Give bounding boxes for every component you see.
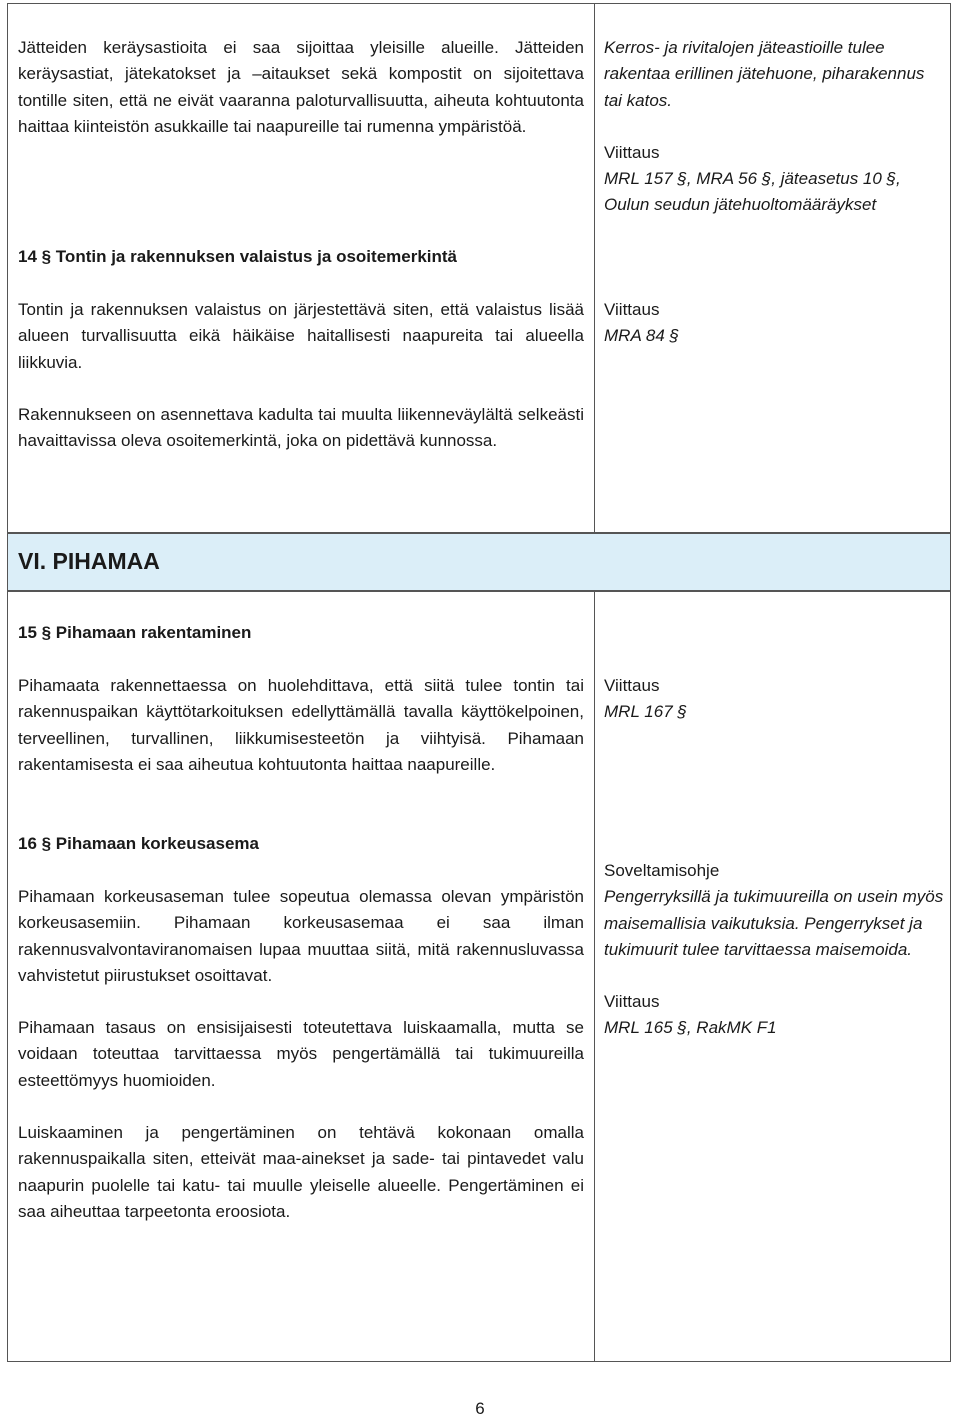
- column-divider: [594, 592, 595, 1361]
- section-15-reference: [604, 673, 944, 726]
- lighting-paragraph: Tontin ja rakennuksen valaistus on järjestettävä siten, että valaistus lisää alueen turvallisuutta eikä häikäise haitallisesti naapureita tai alueella liikkuvia.: [18, 300, 584, 372]
- section-14-heading: 14 § Tontin ja rakennuksen valaistus ja osoitemerkintä: [18, 247, 458, 266]
- reference-text: MRL 157 §, MRA 56 §, jäteasetus 10 §, Oulun seudun jätehuoltomääräykset: [604, 169, 901, 215]
- reference-label: Viittaus: [604, 676, 660, 695]
- reference-text: MRL 167 §: [604, 702, 687, 722]
- section-16-guidance: [604, 858, 944, 1042]
- section-14: [18, 244, 584, 454]
- table-row-yard: [7, 591, 951, 1362]
- section-16: [18, 831, 584, 1225]
- waste-containers-paragraph: Jätteiden keräysastioita ei saa sijoittaa yleisille alueille. Jätteiden keräysastiat, jätekatokset ja –aitaukset sekä kompostit on sijoitettava tontille siten, että ne eivät vaaranna paloturvallisuutta, aiheuta kohtuutonta haittaa kiinteistön asukkaille tai naapureille tai rumenna ympäristöä.: [18, 38, 584, 136]
- page-number: 6: [475, 1399, 485, 1418]
- reference-label: Viittaus: [604, 992, 660, 1012]
- reference-label: Viittaus: [604, 300, 660, 319]
- reference-label: Viittaus: [604, 142, 660, 162]
- waste-room-note: Kerros- ja rivitalojen jäteastioille tulee rakentaa erillinen jätehuone, piharakennus tai katos.: [604, 38, 925, 110]
- address-marking-paragraph: Rakennukseen on asennettava kadulta tai muulta liikenneväylältä selkeästi havaittavissa oleva osoitemerkintä, joka on pidettävä kunnossa.: [18, 404, 584, 451]
- section-title: VI. PIHAMAA: [18, 548, 160, 574]
- section-16-heading: 16 § Pihamaan korkeusasema: [18, 834, 259, 853]
- table-row-waste-and-lighting: [7, 3, 951, 533]
- section-15: [18, 620, 584, 778]
- main-text-column: [18, 35, 584, 140]
- yard-leveling-paragraph: Pihamaan tasaus on ensisijaisesti toteutettava luiskaamalla, mutta se voidaan toteuttaa tarvittaessa myös pengertämällä tai tukimuureilla esteettömyys huomioiden.: [18, 1018, 584, 1090]
- side-notes-column: [604, 35, 944, 219]
- column-divider: [594, 4, 595, 532]
- reference-text: MRA 84 §: [604, 326, 679, 346]
- sloping-paragraph: Luiskaaminen ja pengertäminen on tehtävä kokonaan omalla rakennuspaikalla siten, etteivät maa-ainekset ja sade- tai pintavedet valu naapurin puolelle tai katu- tai muulle yleiselle alueelle. Pengertäminen ei saa aiheuttaa tarpeetonta eroosiota.: [18, 1123, 584, 1221]
- yard-elevation-paragraph: Pihamaan korkeusaseman tulee sopeutua olemassa olevan ympäristön korkeusasemiin. Pihamaan korkeusasemaa ei saa ilman rakennusvalvontaviranomaisen lupaa muuttaa siitä, mitä rakennusluvassa vahvistetut piirustukset osoittavat.: [18, 887, 584, 985]
- section-14-reference: [604, 297, 944, 350]
- reference-text: MRL 165 §, RakMK F1: [604, 1018, 777, 1038]
- guidance-text: Pengerryksillä ja tukimuureilla on usein myös maisemallisia vaikutuksia. Pengerrykset ja tukimuurit tulee tarvittaessa maisemoida.: [604, 887, 944, 959]
- section-header-row: [7, 533, 951, 591]
- section-15-heading: 15 § Pihamaan rakentaminen: [18, 623, 252, 642]
- yard-construction-paragraph: Pihamaata rakennettaessa on huolehdittava, että siitä tulee tontin tai rakennuspaikan käyttötarkoituksen edellyttämällä tavalla käyttökelpoinen, terveellinen, turvallinen, liikkumisesteetön ja viihtyisä. Pihamaan rakentamisesta ei saa aiheutua kohtuutonta haittaa naapureille.: [18, 676, 584, 774]
- guidance-label: Soveltamisohje: [604, 861, 720, 880]
